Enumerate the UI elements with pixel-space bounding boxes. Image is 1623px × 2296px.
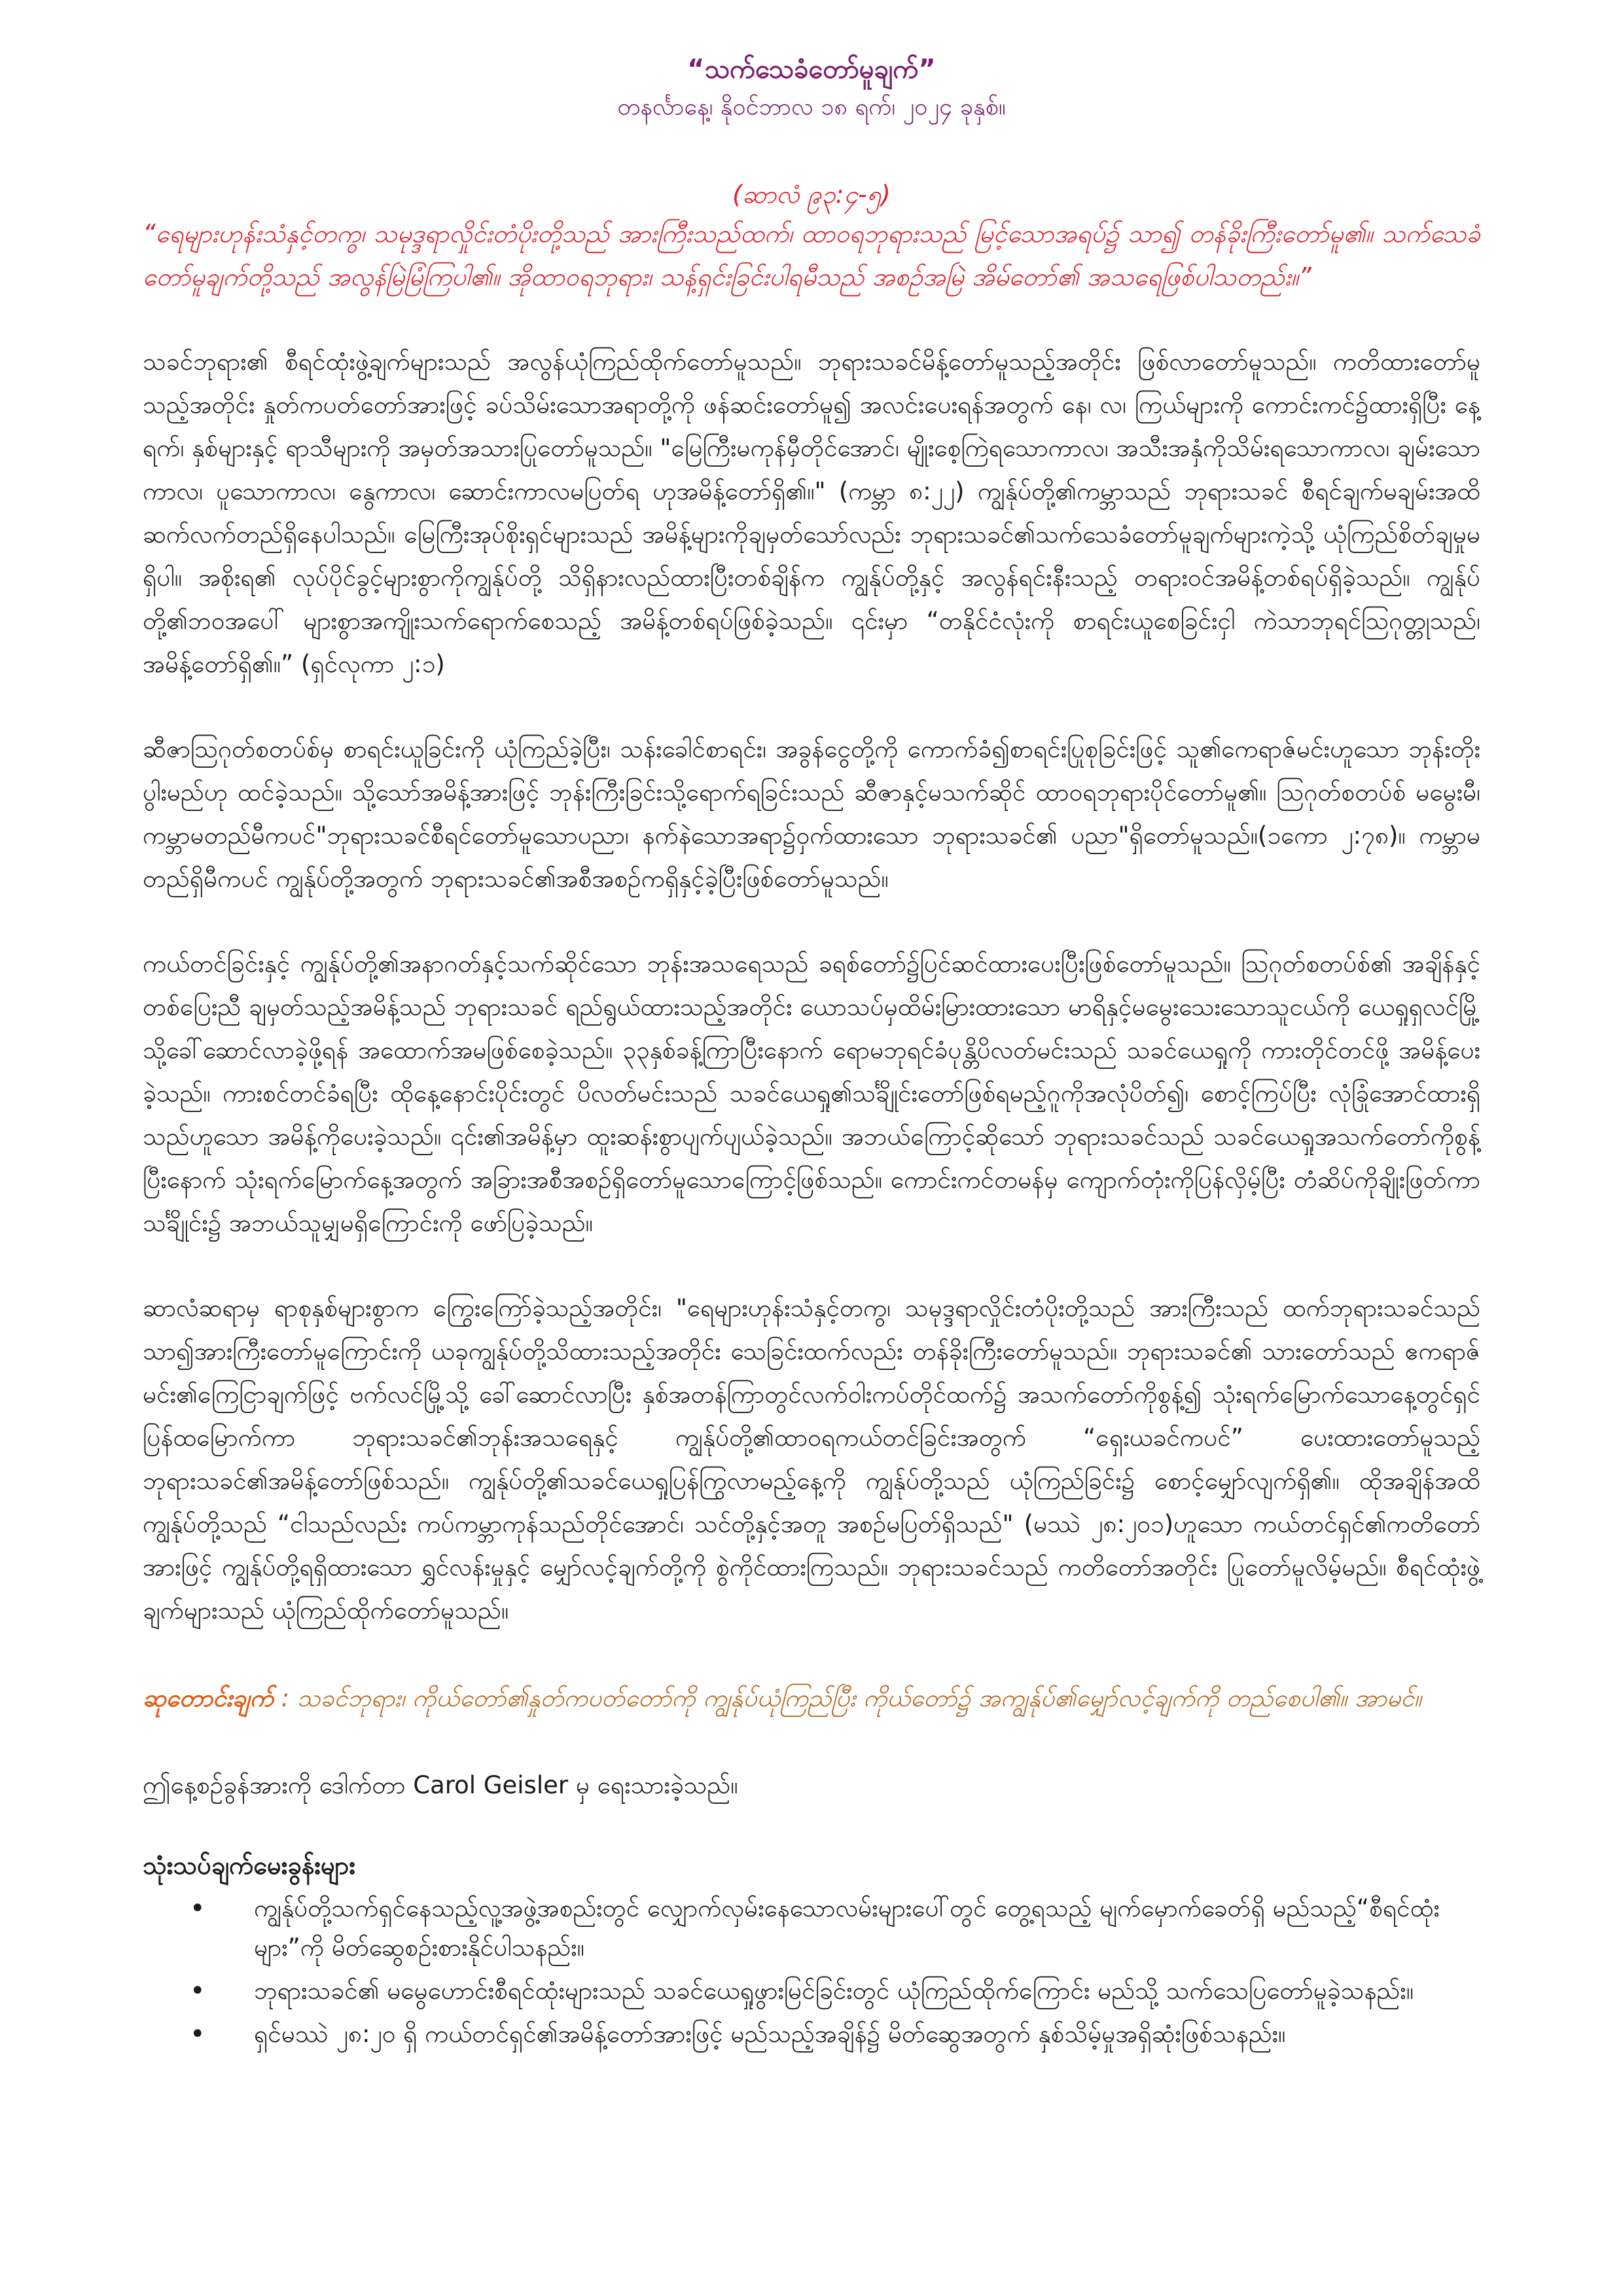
bullet-icon: • [190,2019,205,2049]
question-item [143,2015,1480,2054]
questions-title: သုံးသပ်ချက်မေးခွန်းများ [143,1851,356,1880]
question-item [143,1889,1480,1967]
prayer [143,1677,1480,1720]
prayer-label: ဆုတောင်းချက် [143,1684,274,1712]
bullet-icon: • [190,1976,205,2006]
verse-reference: (ဆာလံ ၉၃:၄-၅) [732,180,891,209]
page-date: တနင်္လာနေ့၊ နိုဝင်ဘာလ ၁၈ ရက်၊ ၂၀၂၄ ခုနှစ်။ [617,94,1006,120]
question-text: ရှင်မဿဲ ၂၈:၂၀ ရှိ ကယ်တင်ရှင်၏အမိန့်တော်အားဖြင့် မည်သည့်အချိန်၌ မိတ်ဆွေအတွက် နှစ်သိမ့်မှုအရှိဆုံးဖြစ်သနည်း။ [254,2020,1286,2048]
bullet-icon: • [190,1893,205,1924]
question-item [143,1971,1480,2011]
body-paragraph-2: ဆီဇာသြဂုတ်စတပ်စ်မှ စာရင်းယူခြင်းကို ယုံကြည်ခဲ့ပြီး၊ သန်းခေါင်စာရင်း၊ အခွန်ငွေတို့ကို ကောက်ခံ၍စာရင်းပြုစုခြင်းဖြင့် သူ၏ကေရာဇ်မင်းဟူသော ဘုန်းတိုးပွါးမည်ဟု ထင်ခဲ့သည်။ သို့သော်အမိန့်အားဖြင့် ဘုန်းကြီးခြင်းသို့ရောက်ရခြင်းသည် ဆီဇာနှင့်မသက်ဆိုင် ထာဝရဘုရားပိုင်တော်မူ၏။ သြဂုတ်စတပ်စ် မမွေးမီ၊ ကမ္ဘာမတည်မီကပင်"ဘုရားသခင်စီရင်တော်မူသောပညာ၊ နက်နဲသောအရာ၌ဝှက်ထားသော ဘုရားသခင်၏ ပညာ"ရှိတော်မူသည်။(၁ကော ၂:၇၈)။ ကမ္ဘာမတည်ရှိမီကပင် ကျွန်ုပ်တို့အတွက် ဘုရားသခင်၏အစီအစဉ်ကရှိနှင့်ခဲ့ပြီးဖြစ်တော်မူသည်။ [143,735,1480,893]
questions-list [143,1889,1480,2054]
page-title: “သက်သေခံတော်မူချက်” [687,54,936,84]
body-paragraph-4: ဆာလံဆရာမှ ရာစုနှစ်များစွာက ကြွေးကြော်ခဲ့သည့်အတိုင်း၊ "ရေများဟုန်းသံနှင့်တကွ၊ သမုဒ္ဒရာလှိုင်းတံပိုးတို့သည် အားကြီးသည် ထက်ဘုရားသခင်သည် သာ၍အားကြီးတော်မူကြောင်းကို ယခုကျွန်ုပ်တို့သိထားသည့်အတိုင်း သေခြင်းထက်လည်း တန်ခိုးကြီးတော်မူသည်။ ဘုရားသခင်၏ သားတော်သည် ဧကရာဇ်မင်း၏ကြေငြာချက်ဖြင့် ဗက်လင်မြို့သို့ ခေါ်ဆောင်လာပြီး နှစ်အတန်ကြာတွင်လက်ဝါးကပ်တိုင်ထက်၌ အသက်တော်ကိုစွန့်၍ သုံးရက်မြောက်သောနေ့တွင်ရှင်ပြန်ထမြောက်ကာ ဘုရားသခင်၏ဘုန်းအသရေနှင့် ကျွန်ုပ်တို့၏ထာဝရကယ်တင်ခြင်းအတွက် “ရှေးယခင်ကပင်” ပေးထားတော်မူသည့် ဘုရားသခင်၏အမိန့်တော်ဖြစ်သည်။ ကျွန်ုပ်တို့၏သခင်ယေရှုပြန်ကြွလာမည့်နေ့ကို ကျွန်ုပ်တို့သည် ယုံကြည်ခြင်း၌ စောင့်မျှော်လျက်ရှိ၏။ ထိုအချိန်အထိ ကျွန်ုပ်တို့သည် “ငါသည်လည်း ကပ်ကမ္ဘာကုန်သည်တိုင်အောင်၊ သင်တို့နှင့်အတူ အစဉ်မပြတ်ရှိသည်" (မဿဲ ၂၈:၂၀၁)ဟူသော ကယ်တင်ရှင်၏ကတိတော်အားဖြင့် ကျွန်ုပ်တို့ရရှိထားသော ရွှင်လန်းမှုနှင့် မျှော်လင့်ချက်တို့ကို စွဲကိုင်ထားကြသည်။ ဘုရားသခင်သည် ကတိတော်အတိုင်း ပြုတော်မူလိမ့်မည်။ စီရင်ထုံးဖွဲ့ချက်များသည် ယုံကြည်ထိုက်တော်မူသည်။ [143,1294,1480,1624]
body-paragraph-1: သခင်ဘုရား၏ စီရင်ထုံးဖွဲ့ချက်များသည် အလွန်ယုံကြည်ထိုက်တော်မူသည်။ ဘုရားသခင်မိန့်တော်မူသည့်အတိုင်း ဖြစ်လာတော်မူသည်။ ကတိထားတော်မူသည့်အတိုင်း နှုတ်ကပတ်တော်အားဖြင့် ခပ်သိမ်းသောအရာတို့ကို ဖန်ဆင်းတော်မူ၍ အလင်းပေးရန်အတွက် နေ၊ လ၊ ကြယ်များကို ကောင်းကင်၌ထားရှိပြီး နေ့ရက်၊ နှစ်များနှင့် ရာသီများကို အမှတ်အသားပြုတော်မူသည်။ "မြေကြီးမကုန်မှီတိုင်အောင်၊ မျိုးစေ့ကြဲရသောကာလ၊ အသီးအနှံကိုသိမ်းရသောကာလ၊ ချမ်းသောကာလ၊ ပူသောကာလ၊ နွေကာလ၊ ဆောင်းကာလမပြတ်ရ ဟုအမိန့်တော်ရှိ၏။" (ကမ္ဘာ ၈:၂၂) ကျွန်ုပ်တို့၏ကမ္ဘာသည် ဘုရားသခင် စီရင်ချက်မချမ်းအထိဆက်လက်တည်ရှိနေပါသည်။ မြေကြီးအုပ်စိုးရှင်များသည် အမိန့်များကိုချမှတ်သော်လည်း ဘုရားသခင်၏သက်သေခံတော်မူချက်များကဲ့သို့ ယုံကြည်စိတ်ချမှုမရှိပါ။ အစိုးရ၏ လုပ်ပိုင်ခွင့်များစွာကိုကျွန်ုပ်တို့ သိရှိနားလည်ထားပြီးတစ်ချိန်က ကျွန်ုပ်တို့နှင့် အလွန်ရင်းနီးသည့် တရားဝင်အမိန့်တစ်ရပ်ရှိခဲ့သည်။ ကျွန်ုပ်တို့၏ဘဝအပေါ် များစွာအကျိုးသက်ရောက်စေသည့် အမိန့်တစ်ရပ်ဖြစ်ခဲ့သည်။ ၎င်းမှာ “တနိုင်ငံလုံးကို စာရင်းယူစေခြင်းငှါ ကဲသာဘုရင်ဩဂုတ္တုသည်၊ အမိန့်တော်ရှိ၏။” (ရှင်လုကာ ၂:၁) [143,348,1480,678]
author-note: ဤနေ့စဉ်ခွန်အားကို ဒေါက်တာ Carol Geisler မှ ရေးသားခဲ့သည်။ [143,1771,738,1799]
question-text: ဘုရားသခင်၏ မမွေဟောင်းစီရင်ထုံးများသည် သခင်ယေရှုဖွားမြင်ခြင်းတွင် ယုံကြည်ထိုက်ကြောင်း မည်သို့ သက်သေပြတော်မူခဲ့သနည်း။ [254,1977,1414,2005]
body-paragraph-3: ကယ်တင်ခြင်းနှင့် ကျွန်ုပ်တို့၏အနာဂတ်နှင့်သက်ဆိုင်သော ဘုန်းအသရေသည် ခရစ်တော်၌ပြင်ဆင်ထားပေးပြီးဖြစ်တော်မူသည်။ သြဂုတ်စတပ်စ်၏ အချိန်နှင့်တစ်ပြေးညီ ချမှတ်သည့်အမိန့်သည် ဘုရားသခင် ရည်ရွယ်ထားသည့်အတိုင်း ယောသပ်မှထိမ်းမြားထားသော မာရိနှင့်မမွေးသေးသောသူငယ်ကို ယေရှုရှလင်မြို့သို့ခေါ်ဆောင်လာခဲ့ဖို့ရန် အထောက်အမဖြစ်စေခဲ့သည်။ ၃၃နှစ်ခန့်ကြာပြီးနောက် ရောမဘုရင်ခံပုန္တိပိလတ်မင်းသည် သခင်ယေရှုကို ကားတိုင်တင်ဖို့ အမိန့်ပေးခဲ့သည်။ ကားစင်တင်ခံရပြီး ထိုနေ့နောင်းပိုင်းတွင် ပိလတ်မင်းသည် သခင်ယေရှု၏သင်္ချိုင်းတော်ဖြစ်ရမည့်ဂူကိုအလုံပိတ်၍၊ စောင့်ကြပ်ပြီး လုံခြုံအောင်ထားရှိသည်ဟူသော အမိန့်ကိုပေးခဲ့သည်။ ၎င်း၏အမိန့်မှာ ထူးဆန်းစွာပျက်ပျယ်ခဲ့သည်။ အဘယ်ကြောင့်ဆိုသော် ဘုရားသခင်သည် သခင်ယေရှုအသက်တော်ကိုစွန့်ပြီးနောက် သုံးရက်မြောက်နေ့အတွက် အခြားအစီအစဉ်ရှိတော်မူသောကြောင့်ဖြစ်သည်။ ကောင်းကင်တမန်မှ ကျောက်တုံးကိုပြန်လှိမ့်ပြီး တံဆိပ်ကိုချိုးဖြတ်ကာ သင်္ချိုင်း၌ အဘယ်သူမျှမရှိကြောင်းကို ဖော်ပြခဲ့သည်။ [143,950,1480,1237]
question-text: ကျွန်ုပ်တို့သက်ရှင်နေသည့်လူ့အဖွဲ့အစည်းတွင် လျှောက်လှမ်းနေသောလမ်းများပေါ်တွင် တွေ့ရသည့် မျက်မှောက်ခေတ်ရှိ မည်သည့်“စီရင်ထုံးများ”ကို မိတ်ဆွေစဉ်းစားနိုင်ပါသနည်း။ [254,1894,1440,1962]
verse-text: “ရေများဟုန်းသံနှင့်တကွ၊ သမုဒ္ဒရာလှိုင်းတံပိုးတို့သည် အားကြီးသည်ထက်၊ ထာဝရဘုရားသည် မြင့်သောအရပ်၌ သာ၍ တန်ခိုးကြီးတော်မူ၏။ သက်သေခံတော်မူချက်တို့သည် အလွန်မြဲမြံကြပါ၏။ အိုထာဝရဘုရား၊ သန့်ရှင်းခြင်းပါရမီသည် အစဉ်အမြဲ အိမ်တော်၏ အသရေဖြစ်ပါသတည်း။” [143,219,1480,291]
devotional-page [143,51,1480,2058]
prayer-text: : သခင်ဘုရား၊ ကိုယ်တော်၏နှုတ်ကပတ်တော်ကို ကျွန်ုပ်ယုံကြည်ပြီး ကိုယ်တော်၌ အကျွန်ုပ်၏မျှော်လင့်ချက်ကို တည်စေပါ၏။ အာမင်။ [273,1684,1421,1712]
